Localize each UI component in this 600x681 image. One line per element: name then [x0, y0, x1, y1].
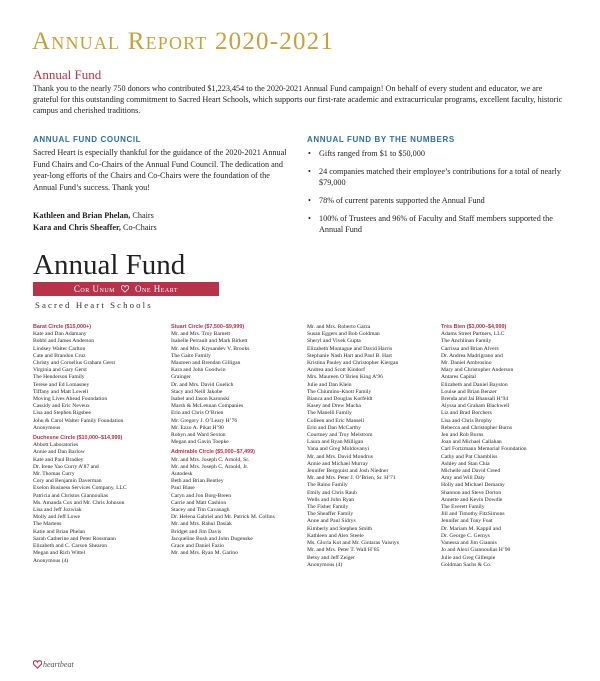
donor-name: Grace and Daniel Fazio: [171, 543, 224, 550]
donor-name: Kara and John Goodwin: [171, 367, 226, 374]
donor-name: Anonymous: [33, 424, 61, 431]
logo-band-left: Cor Unum: [73, 284, 116, 294]
donor-name: Isabelle Perrault and Mark Birkett: [171, 338, 248, 345]
bullet-icon: •: [308, 196, 311, 205]
donor-name: Lisa and Chris Brophy: [441, 417, 492, 424]
donor-name: Michelle and David Creed: [441, 468, 501, 475]
donor-name: Caryn and Jon Borg-Breen: [171, 492, 232, 499]
donor-name: Mr. and Mrs. Joseph C. Arnold, Jr.: [171, 463, 249, 470]
donor-name: Mr. and Mrs. Joseph C. Arnold, Sr.: [171, 456, 250, 463]
donor-name: Mr. and Mrs. Peter T. Wall H’85: [307, 547, 380, 554]
co-chairs-role: Co-Chairs: [120, 222, 157, 232]
donor-name: Carrie and Matt Cashion: [171, 499, 227, 506]
donor-name: Jill and Timothy FitzSimons: [441, 511, 505, 518]
donor-name: Mr. and Mrs. David Mondrus: [307, 453, 373, 460]
donor-name: Kate and Dan Adamany: [33, 331, 87, 338]
numbers-heading: ANNUAL FUND BY THE NUMBERS: [307, 135, 455, 144]
donor-name: Kathleen and Alex Steele: [307, 532, 364, 539]
donor-name: Jennifer and Tony Foat: [441, 518, 493, 525]
donor-name: Liz and Brad Borchers: [441, 410, 492, 417]
donor-name: Erin and Dan McCarthy: [307, 424, 361, 431]
donor-name: Elizabeth and Daniel Bayston: [441, 381, 508, 388]
donor-name: The Gaito Family: [171, 352, 211, 359]
donor-name: Julie and Greg Gillespie: [441, 554, 496, 561]
donor-name: Maureen and Brendan Gilligan: [171, 360, 241, 367]
donor-name: The Chiumino-Knott Family: [307, 388, 372, 395]
donor-column-1: [33, 324, 163, 565]
donor-name: Jen and Rob Burns: [441, 432, 484, 439]
donor-name: Vanessa and Jim Giannis: [441, 540, 497, 547]
donor-name: Wells and John Ryan: [307, 496, 355, 503]
logo-subtitle: Sacred Heart Schools: [35, 300, 153, 310]
council-text: Sacred Heart is especially thankful for the guidance of the 2020-2021 Annual Fund Chairs and Co-Chairs of the Annual Fund Council. The dedication and year-long efforts of the Chairs and Co-Chairs were the foundation of the Annual Fund’s success. Thank you!: [33, 148, 287, 192]
numbers-item: • Gifts ranged from $1 to $50,000: [308, 149, 425, 158]
donor-name: Kristina Pauley and Christopher Kiergan: [307, 360, 399, 367]
donor-name: Lisa and Stephen Rigsbee: [33, 410, 91, 417]
donor-name: Carl Fortzmann Memorial Foundation: [441, 446, 527, 453]
council-heading: ANNUAL FUND COUNCIL: [33, 135, 142, 144]
donor-name: Dr. George C. Gernys: [441, 532, 490, 539]
donor-name: Elizabeth and C. Carson Shearon: [33, 543, 108, 550]
numbers-item: • 24 companies matched their employee’s contributions for a total of nearly $79,000: [308, 167, 561, 187]
donor-name: Mr. Daniel Ambrosino: [441, 360, 492, 367]
logo-wordmark: Annual Fund: [33, 249, 186, 281]
donor-column-4: [441, 324, 571, 569]
donor-name: Carrissa and Brian Alvers: [441, 345, 499, 352]
donor-name: Annie and Michael Murray: [307, 460, 369, 467]
logo-band-right: One Heart: [135, 284, 179, 294]
donor-name: Abbott Laboratories: [33, 442, 79, 449]
giving-level-heading: Admirable Circle ($5,000–$7,499): [171, 449, 255, 456]
donor-name: Cassidy and Eric Neveux: [33, 403, 90, 410]
donor-name: Exelon Business Services Company, LLC: [33, 485, 127, 492]
donor-name: Mr. and Mrs. Rahul Dasiak: [171, 521, 232, 528]
donor-name: Sarah Catherine and Peter Rossmann: [33, 535, 116, 542]
donor-name: Anonymous (4): [307, 561, 343, 568]
donor-name: Alyssa and Graham Blackwell: [441, 403, 510, 410]
donor-name: Lindsey Walter Carlton: [33, 345, 86, 352]
donor-name: Bridget and Jim Davis: [171, 528, 222, 535]
annual-fund-heading: Annual Fund: [33, 67, 102, 82]
donor-name: Susan Eggers and Bob Goldman: [307, 331, 380, 338]
donor-name: Louise and Brian Benzer: [441, 388, 497, 395]
donor-name: Grainger: [171, 374, 191, 381]
donor-name: The Everett Family: [441, 504, 485, 511]
chairs-names: Kathleen and Brian Phelan,: [33, 211, 131, 220]
donor-name: Shannon and Steve Dorton: [441, 489, 502, 496]
donor-name: Cory and Benjamin Daverman: [33, 478, 102, 485]
donor-name: The Manelli Family: [307, 410, 352, 417]
donor-name: Beth and Brian Bentley: [171, 478, 224, 485]
donor-name: The Raino Family: [307, 482, 348, 489]
donor-name: Dr. Andrea Madrigrano and: [441, 352, 503, 359]
donor-name: Mr. Ezzo A. Pikat H’90: [171, 424, 224, 431]
donor-name: Elizabeth Montague and David Harris: [307, 345, 393, 352]
donor-name: The Fisher Family: [307, 504, 349, 511]
donor-name: Yana and Greg Moldovanyi: [307, 446, 370, 453]
donor-name: Anonymous (4): [33, 557, 69, 564]
chairs-line: [33, 210, 291, 222]
donor-name: Paul Blase: [171, 485, 195, 492]
chairs-list: [33, 210, 291, 233]
donor-name: Antares Capital: [441, 374, 476, 381]
donor-name: Julie and Dan Klein: [307, 381, 352, 388]
donor-name: Courtney and Troy Melstrom: [307, 432, 373, 439]
bullet-icon: •: [308, 167, 311, 176]
donor-name: Tiffany and Matt Lowell: [33, 388, 89, 395]
donor-name: Jacqueline Bush and John Dugenske: [171, 535, 253, 542]
donor-name: Mr. Thomas Curry: [33, 471, 75, 478]
donor-name: Mr. Gregory J. O’Leary H’76: [171, 417, 238, 424]
logo-band: [33, 282, 219, 296]
page-title: Annual Report 2020-2021: [32, 28, 335, 55]
donor-name: Amy and Will Daly: [441, 475, 485, 482]
donor-name: Patricia and Christos Giannoulias: [33, 492, 109, 499]
donor-name: Stacy and Neill Jakobe: [171, 388, 223, 395]
heart-icon: [121, 285, 129, 293]
donor-name: Dr. Irene Yao Curry A’87 and: [33, 463, 99, 470]
donor-name: Brenda and Jai Bhansali H’94: [441, 396, 509, 403]
footer-brand-text: heartbeat: [43, 660, 74, 669]
donor-name: Mr. and Mrs. Peter J. O’Brien, Sr. H’71: [307, 475, 396, 482]
donor-name: Virginia and Gary Gerst: [33, 367, 87, 374]
donor-name: Mr. and Mrs. Troy Barnett: [171, 331, 231, 338]
donor-name: Mr. and Mrs. Krysandev V. Brooks: [171, 345, 250, 352]
donor-name: Autodesk: [171, 471, 193, 478]
donor-name: The Martens: [33, 521, 62, 528]
donor-name: Ashley and Stan Chia: [441, 460, 490, 467]
donor-name: Cate and Brandon Cruz: [33, 352, 86, 359]
donor-name: Katie and Brian Phelan: [33, 528, 86, 535]
donor-name: Annette and Kevin Dowdle: [441, 496, 503, 503]
donor-name: Jo and Alexi Giannoulias H’90: [441, 547, 511, 554]
numbers-item: • 100% of Trustees and 96% of Faculty and Staff members supported the Annual Fund: [308, 214, 553, 234]
giving-level-heading: Très Bien ($3,000–$4,999): [441, 324, 507, 330]
donor-name: Robyn and Ward Sexton: [171, 432, 226, 439]
donor-name: Mr. and Mrs. Ryan M. Garino: [171, 550, 238, 557]
annual-fund-intro: Thank you to the nearly 750 donors who contributed $1,223,454 to the 2020-2021 Annual Fund campaign! On behalf of every student and educator, we are grateful for this outstanding commitment to Sacred Heart Schools, which supports our first-rate academic and extracurricular programs, excellent faculty, historic campus and cherished traditions.: [33, 84, 563, 115]
donor-name: Dr. Mariam M. Kappil and: [441, 525, 501, 532]
heart-icon: [33, 660, 42, 669]
donor-name: Bobbi and James Anderson: [33, 338, 95, 345]
donor-name: Dr. and Mrs. David Guelich: [171, 381, 234, 388]
donor-name: Kate and Paul Bradley: [33, 456, 84, 463]
donor-name: Moving Lives Ahead Foundation: [33, 396, 108, 403]
annual-fund-logo: [33, 249, 233, 319]
bullet-icon: •: [308, 214, 311, 223]
donor-name: Stephanie Nash Hart and Paul B. Hart: [307, 352, 392, 359]
numbers-item: • 78% of current parents supported the Annual Fund: [308, 196, 485, 205]
donor-name: Mary and Christopher Anderson: [441, 367, 514, 374]
donor-name: Holly and Michael Demaray: [441, 482, 505, 489]
donor-column-2: [171, 324, 301, 558]
donor-name: Cathy and Pat Chambliss: [441, 453, 498, 460]
co-chairs-names: Kara and Chris Sheaffer,: [33, 222, 121, 232]
bullet-icon: •: [308, 149, 311, 158]
donor-name: Erin and Chris O’Brien: [171, 410, 224, 417]
footer-brand: [33, 660, 74, 669]
donor-name: Bianca and Douglas Korfeldt: [307, 396, 373, 403]
donor-name: The Anchlinan Family: [441, 338, 492, 345]
donor-name: The Sheaffer Family: [307, 511, 354, 518]
numbers-list: [307, 148, 567, 242]
donor-name: Lisa and Jeff Jozwiak: [33, 507, 82, 514]
donor-name: Megan and Rich Wittel: [33, 550, 86, 557]
donor-name: Mr. and Mrs. Roberto Garza: [307, 324, 371, 330]
donor-name: Adams Street Partners, LLC: [441, 331, 505, 338]
donor-name: John & Carol Walter Family Foundation: [33, 417, 124, 424]
donor-name: Anne and Paul Sidrys: [307, 518, 356, 525]
donor-name: Jennifer Bergquist and Josh Niedner: [307, 468, 389, 475]
donor-name: Dr. Helena Gabriel and Mr. Patrick M. Collins: [171, 514, 275, 521]
donor-name: Megan and Gavin Toepke: [171, 439, 229, 446]
donor-name: Annie and Dan Barlow: [33, 449, 85, 456]
donor-name: Rebecca and Christopher Burns: [441, 424, 512, 431]
donor-name: Terese and Ed Lomasney: [33, 381, 90, 388]
giving-level-heading: Duchesne Circle ($10,000–$14,999): [33, 435, 123, 442]
donor-name: The Henderson Family: [33, 374, 85, 381]
donor-name: Laura and Ryan Milligan: [307, 439, 364, 446]
donor-name: Kimberly and Stephen Smith: [307, 525, 373, 532]
donor-name: Ms. Gloria Kot and Mr. Gintaras Vaisnys: [307, 540, 399, 547]
donor-name: Isabel and Jason Karonski: [171, 396, 230, 403]
donor-name: Sheryl and Vivek Gupta: [307, 338, 361, 345]
donor-name: Betsy and Jeff Zeiger: [307, 554, 355, 561]
donor-name: Christy and Cornelius Graham Gerst: [33, 360, 116, 367]
donor-name: Mrs. Maureen O’Brien King A’96: [307, 374, 383, 381]
donor-name: Joan and Michael Callahan: [441, 439, 502, 446]
donor-name: Andrea and Scott Kindorf: [307, 367, 365, 374]
donor-name: Marsh & McLennan Companies: [171, 403, 244, 410]
donor-name: Colleen and Eric Mansell: [307, 417, 365, 424]
giving-level-heading: Stuart Circle ($7,500–$9,999): [171, 324, 245, 330]
chairs-role: Chairs: [130, 211, 154, 220]
donor-name: Emily and Chris Raub: [307, 489, 357, 496]
donor-column-3: [307, 324, 437, 569]
donor-name: Ms. Amanda Cox and Mr. Chris Johnson: [33, 499, 125, 506]
giving-level-heading: Barat Circle ($15,000+): [33, 324, 91, 330]
donor-name: Molly and Jeff Lowe: [33, 514, 80, 521]
donor-name: Kasey and Drew Macha: [307, 403, 361, 410]
donor-name: Goldman Sachs & Co.: [441, 561, 492, 568]
donor-name: Stacey and Tim Cavanagh: [171, 507, 230, 514]
co-chairs-line: [33, 222, 291, 234]
